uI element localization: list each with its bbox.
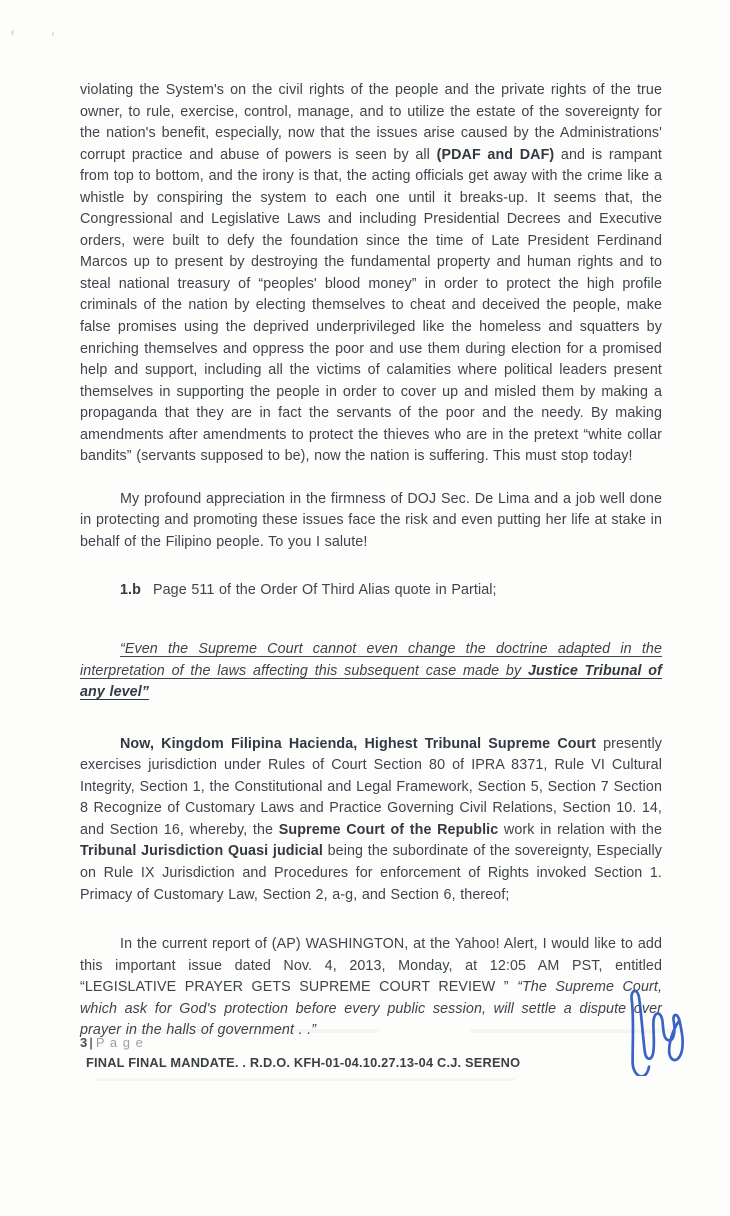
text-run: In the current report of (AP) WASHINGTON, at the Yahoo! Alert, I would like to add this important issue dated Nov. 4, 2013, Monday, at 12:05 AM PST, entitled “LEGISLATIVE PRAYER GETS SUPREME COURT REVIEW ”: [80, 936, 662, 996]
signature-scribble-icon: [604, 978, 708, 1076]
text-run: presently exercises jurisdiction under Rules of Court Section 80 of IPRA 8371, Rule VI Cultural Integrity, Section 1, the Constitutional and Legal Framework, Section 5, Section 7 Section 8 Recognize of Customary Laws and Practice Governing Civil Relations, Section 10. 14, and Section 16, whereby, the: [80, 735, 662, 838]
quote-text-bold: Justice Tribunal of any level”: [80, 662, 662, 701]
scan-speck: [11, 30, 14, 35]
footer-separator: |: [89, 1035, 94, 1050]
blockquote-supreme-court: [80, 639, 662, 704]
document-body: [80, 80, 662, 1042]
page-number-label: [80, 1035, 640, 1051]
list-item-label: 1.b: [120, 582, 141, 599]
paragraph-continuation: [80, 80, 662, 468]
page-footer: [80, 1035, 640, 1070]
handwritten-signature: [604, 978, 708, 1076]
scan-speck: [52, 32, 54, 36]
paragraph-kingdom-filipina: [80, 734, 662, 906]
page-number: 3: [80, 1035, 88, 1050]
text-run: and is rampant from top to bottom, and the irony is that, the acting officials get away with the crime like a whistle by conspiring the system to each one until it breaks-up. It seems that, the Congressional and Legislative Laws and including Presidential Decrees and Executive orders, were built to defy the foundation since the time of Late President Ferdinand Marcos up to present by destroying the fundamental property and human rights and to steal national treasury of “peoples' blood money” in order to protect the high profile criminals of the nation by electing themselves to cheat and deceived the people, make false promises using the deprived underprivileged like the homeless and squatters by enriching themselves and oppress the poor and use them during election for a promised help and support, including all the victims of calamities where political leaders present themselves in supporting the people in order to cover up and misled them by making a propaganda that they are in fact the servants of the poor and the needy. By making amendments after amendments to protect the thieves who are in the pretext “white collar bandits” (servants supposed to be), now the nation is suffering. This must stop today!: [80, 146, 663, 465]
text-run: violating the System's on the civil rights of the people and the private rights of the true owner, to rule, exercise, control, manage, and to utilize the estate of the sovereignty for the nation's benefit, especially, now that the issues arise caused by the Administrations' corrupt practice and abuse of powers is seen by all: [80, 82, 662, 163]
text-run-bold-heading: Now, Kingdom Filipina Hacienda, Highest Tribunal Supreme Court: [120, 735, 596, 752]
list-item-text: Page 511 of the Order Of Third Alias quote in Partial;: [152, 582, 497, 599]
text-run: being the subordinate of the sovereignty, Especially on Rule IX Jurisdiction and Procedures for enforcement of Rights invoked Section 1. Primacy of Customary Law, Section 2, a-g, and Section 6, thereof;: [80, 843, 662, 903]
text-run-bold-supreme-court: Supreme Court of the Republic: [278, 821, 499, 838]
mandate-line: FINAL FINAL MANDATE. . R.D.O. KFH-01-04.10.27.13-04 C.J. SERENO: [86, 1055, 521, 1070]
paragraph-ap-report: [80, 934, 662, 1042]
list-item-1b: [120, 580, 662, 602]
page-word: P a g e: [95, 1035, 144, 1050]
paragraph-appreciation: [80, 489, 662, 554]
text-run-bold-pdaf-daf: (PDAF and DAF): [436, 146, 555, 163]
text-run: My profound appreciation in the firmness of DOJ Sec. De Lima and a job well done in protecting and promoting these issues face the risk and even putting her life at stake in behalf of the Filipino people. To you I salute!: [80, 490, 662, 550]
quote-text: “Even the Supreme Court cannot even change the doctrine adapted in the interpretation of the laws affecting this subsequent case made by: [80, 641, 662, 679]
scan-streak: [95, 1078, 515, 1081]
text-run-italic-quote: “The Supreme Court, which ask for God's protection before every public session, will settle a dispute over prayer in the halls of government . .”: [80, 979, 663, 1039]
scan-streak: [130, 1029, 380, 1033]
text-run-bold-tribunal: Tribunal Jurisdiction Quasi judicial: [80, 843, 323, 860]
text-run: work in relation with the: [498, 821, 662, 838]
